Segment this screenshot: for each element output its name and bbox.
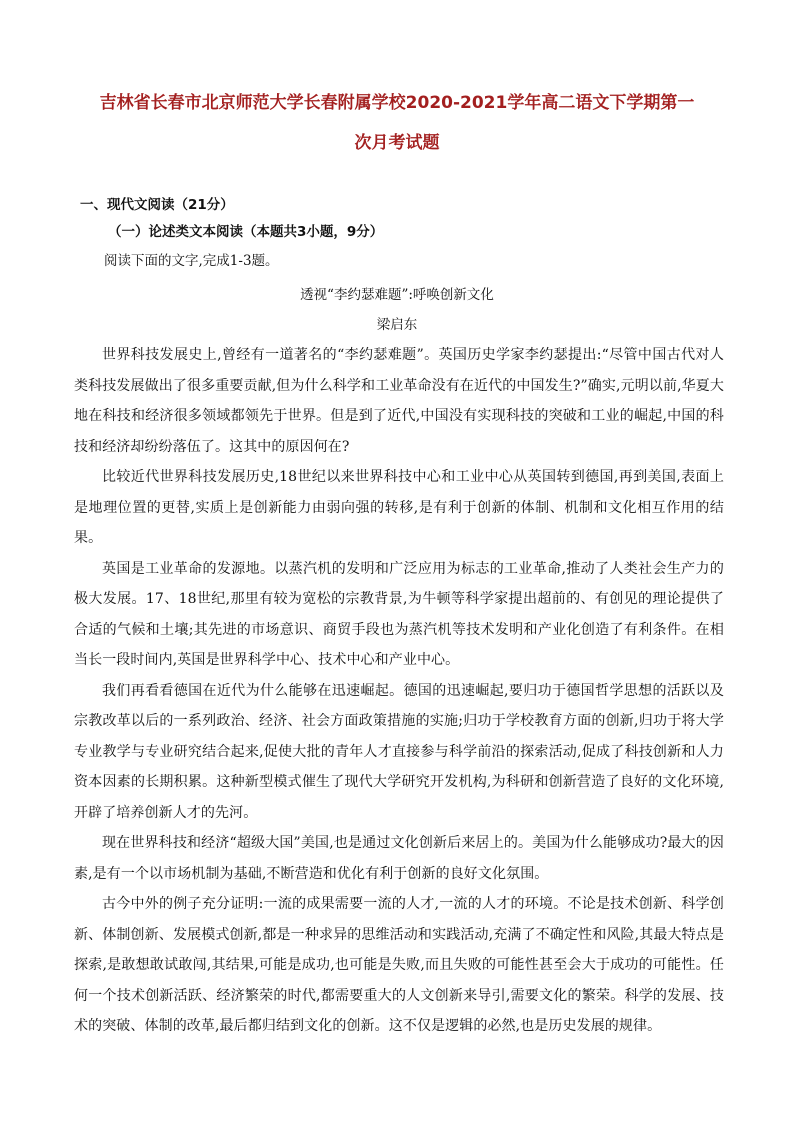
article-author: 梁启东 [376, 317, 418, 333]
document-title-line-2: 次月考试题 [354, 133, 440, 153]
article-paragraph: 现在世界科技和经济“超级大国”美国,也是通过文化创新后来居上的。美国为什么能够成功?最大的因素,是有一个以市场机制为基础,不断营造和优化有利于创新的良好文化氛围。 [74, 835, 724, 882]
subsection-heading: （一）论述类文本阅读（本题共3小题，9分） [108, 224, 384, 240]
document-title-line-1: 吉林省长春市北京师范大学长春附属学校2020-2021学年高二语文下学期第一 [99, 93, 695, 113]
article-paragraph: 英国是工业革命的发源地。以蒸汽机的发明和广泛应用为标志的工业革命,推动了人类社会生产力的极大发展。17、18世纪,那里有较为宽松的宗教背景,为牛顿等科学家提出超前的、有创见的理论提供了合适的气候和土壤;其先进的市场意识、商贸手段也为蒸汽机等技术发明和产业化创造了有利条件。在相当长一段时间内,英国是世界科学中心、技术中心和产业中心。 [74, 560, 724, 668]
section-heading: 一、现代文阅读（21分） [80, 197, 234, 213]
article-paragraph: 古今中外的例子充分证明:一流的成果需要一流的人才,一流的人才的环境。不论是技术创新、科学创新、体制创新、发展模式创新,都是一种求异的思维活动和实践活动,充满了不确定性和风险,其最大特点是探索,是敢想敢试敢闯,其结果,可能是成功,也可能是失败,而且失败的可能性甚至会大于成功的可能性。任何一个技术创新活跃、经济繁荣的时代,都需要重大的人文创新来导引,需要文化的繁荣。科学的发展、技术的突破、体制的改革,最后都归结到文化的创新。这不仅是逻辑的必然,也是历史发展的规律。 [74, 896, 724, 1034]
article-body [74, 340, 724, 1042]
article-title: 透视“李约瑟难题”:呼唤创新文化 [300, 287, 494, 303]
article-paragraph: 比较近代世界科技发展历史,18世纪以来世界科技中心和工业中心从英国转到德国,再到美国,表面上是地理位置的更替,实质上是创新能力由弱向强的转移,是有利于创新的体制、机制和文化相互作用的结果。 [74, 469, 724, 546]
reading-instruction: 阅读下面的文字,完成1-3题。 [104, 253, 279, 269]
article-paragraph: 我们再看看德国在近代为什么能够在迅速崛起。德国的迅速崛起,要归功于德国哲学思想的活跃以及宗教改革以后的一系列政治、经济、社会方面政策措施的实施;归功于学校教育方面的创新,归功于将大学专业教学与专业研究结合起来,促使大批的青年人才直接参与科学前沿的探索活动,促成了科技创新和人力资本因素的长期积累。这种新型模式催生了现代大学研究开发机构,为科研和创新营造了良好的文化环境,开辟了培养创新人才的先河。 [74, 682, 724, 821]
article-paragraph: 世界科技发展史上,曾经有一道著名的“李约瑟难题”。英国历史学家李约瑟提出:“尽管中国古代对人类科技发展做出了很多重要贡献,但为什么科学和工业革命没有在近代的中国发生?”确实,元明以前,华夏大地在科技和经济很多领域都领先于世界。但是到了近代,中国没有实现科技的突破和工业的崛起,中国的科技和经济却纷纷落伍了。这其中的原因何在? [74, 347, 724, 455]
